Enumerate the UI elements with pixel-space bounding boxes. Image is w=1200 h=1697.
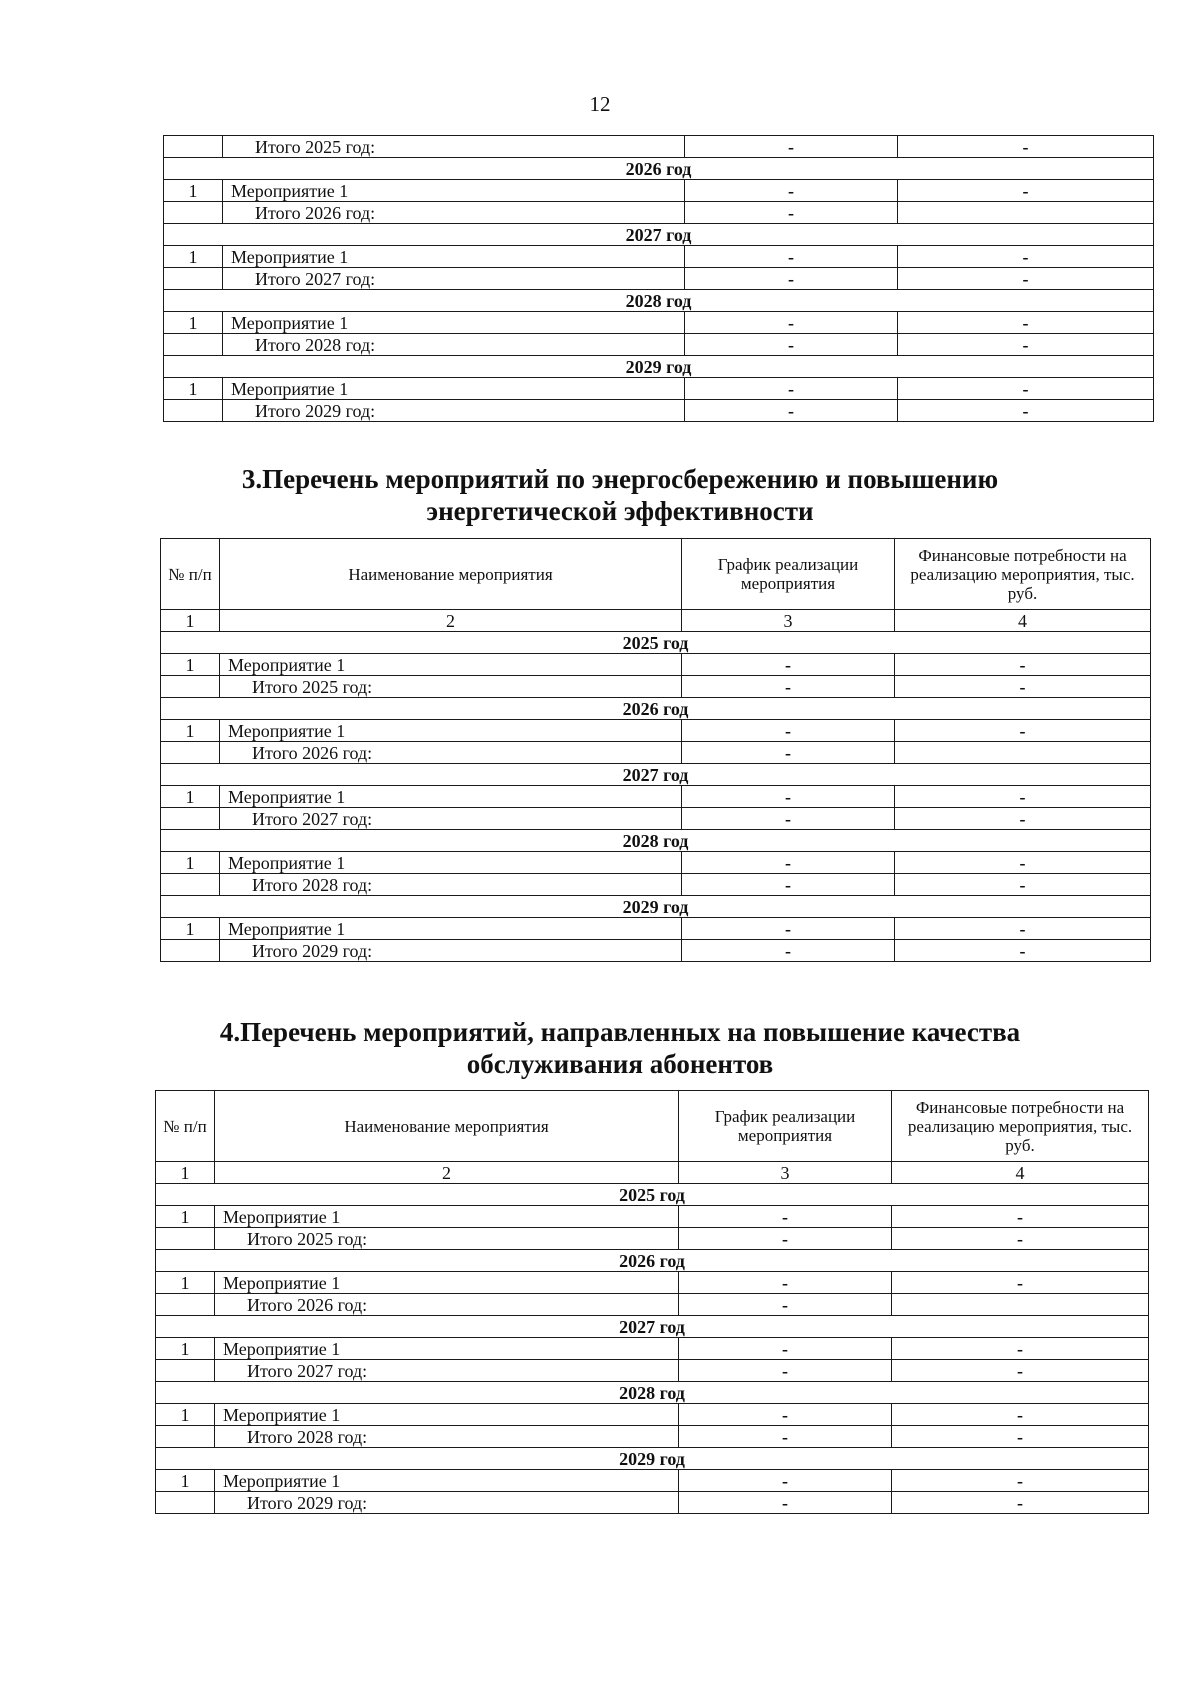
row-number: 1: [156, 1338, 215, 1360]
finance-value: -: [898, 180, 1154, 202]
section-3-title-line-1: 3.Перечень мероприятий по энергосбережению и повышению: [241, 464, 999, 494]
row-number: 1: [161, 786, 220, 808]
finance-value: -: [892, 1492, 1149, 1514]
total-row: [161, 808, 1151, 830]
schedule-value: -: [682, 654, 895, 676]
finance-value: -: [898, 136, 1154, 158]
row-number: 1: [156, 1272, 215, 1294]
table-top-continuation: [163, 135, 1154, 422]
year-label: 2025 год: [156, 1184, 1149, 1206]
header-name: Наименование мероприятия: [215, 1091, 679, 1162]
finance-value: -: [895, 874, 1151, 896]
schedule-value: -: [679, 1294, 892, 1316]
schedule-value: -: [679, 1404, 892, 1426]
table-row: [164, 246, 1154, 268]
year-label: 2026 год: [161, 698, 1151, 720]
finance-value: [892, 1294, 1149, 1316]
finance-value: -: [892, 1272, 1149, 1294]
table-row: [161, 654, 1151, 676]
row-number: 1: [156, 1404, 215, 1426]
finance-value: -: [892, 1426, 1149, 1448]
schedule-value: -: [685, 202, 898, 224]
total-row: [156, 1228, 1149, 1250]
schedule-value: -: [685, 136, 898, 158]
row-number: [164, 136, 223, 158]
column-number: 1: [161, 610, 220, 632]
row-number: [161, 874, 220, 896]
section-4-title-line-1: 4.Перечень мероприятий, направленных на повышение качества: [219, 1017, 1021, 1047]
finance-value: -: [895, 676, 1151, 698]
finance-value: -: [895, 808, 1151, 830]
schedule-value: -: [685, 268, 898, 290]
total-row: [161, 676, 1151, 698]
table-header-row: [156, 1091, 1149, 1162]
measure-name: Мероприятие 1: [215, 1338, 679, 1360]
finance-value: -: [892, 1338, 1149, 1360]
schedule-value: -: [682, 742, 895, 764]
row-number: 1: [156, 1470, 215, 1492]
schedule-value: -: [685, 312, 898, 334]
year-label: 2028 год: [161, 830, 1151, 852]
measure-name: Мероприятие 1: [223, 378, 685, 400]
column-number: 2: [220, 610, 682, 632]
table-row: [164, 180, 1154, 202]
row-number: [156, 1228, 215, 1250]
row-number: 1: [164, 378, 223, 400]
column-number: 4: [895, 610, 1151, 632]
year-label: 2028 год: [164, 290, 1154, 312]
finance-value: [895, 742, 1151, 764]
row-number: [156, 1360, 215, 1382]
header-schedule: График реализации мероприятия: [682, 539, 895, 610]
table-section-4: [155, 1090, 1149, 1514]
row-number: [164, 334, 223, 356]
year-header-row: [161, 632, 1151, 654]
table-row: [161, 786, 1151, 808]
header-finance: Финансовые потребности на реализацию мероприятия, тыс. руб.: [895, 539, 1151, 610]
header-num: № п/п: [156, 1091, 215, 1162]
year-header-row: [161, 764, 1151, 786]
row-number: [161, 940, 220, 962]
table-row: [161, 720, 1151, 742]
finance-value: -: [892, 1404, 1149, 1426]
measure-name: Мероприятие 1: [220, 918, 682, 940]
table-row: [156, 1338, 1149, 1360]
finance-value: -: [892, 1206, 1149, 1228]
measure-name: Мероприятие 1: [215, 1470, 679, 1492]
header-finance: Финансовые потребности на реализацию мероприятия, тыс. руб.: [892, 1091, 1149, 1162]
section-4-title: [150, 1016, 1090, 1080]
finance-value: -: [898, 378, 1154, 400]
schedule-value: -: [679, 1206, 892, 1228]
finance-value: -: [895, 940, 1151, 962]
schedule-value: -: [685, 334, 898, 356]
finance-value: -: [898, 246, 1154, 268]
schedule-value: -: [679, 1228, 892, 1250]
schedule-value: -: [682, 874, 895, 896]
year-header-row: [164, 290, 1154, 312]
measure-name: Мероприятие 1: [220, 852, 682, 874]
finance-value: -: [898, 312, 1154, 334]
total-label: Итого 2027 год:: [215, 1360, 679, 1382]
row-number: [164, 202, 223, 224]
year-header-row: [156, 1250, 1149, 1272]
total-row: [164, 334, 1154, 356]
year-header-row: [156, 1316, 1149, 1338]
year-header-row: [164, 158, 1154, 180]
schedule-value: -: [679, 1470, 892, 1492]
finance-value: -: [895, 786, 1151, 808]
header-name: Наименование мероприятия: [220, 539, 682, 610]
year-header-row: [161, 830, 1151, 852]
total-row: [164, 202, 1154, 224]
column-numbers-row: [156, 1162, 1149, 1184]
schedule-value: -: [685, 246, 898, 268]
finance-value: -: [895, 852, 1151, 874]
row-number: 1: [161, 918, 220, 940]
schedule-value: -: [679, 1272, 892, 1294]
measure-name: Мероприятие 1: [215, 1404, 679, 1426]
measure-name: Мероприятие 1: [215, 1206, 679, 1228]
total-label: Итого 2026 год:: [220, 742, 682, 764]
header-num: № п/п: [161, 539, 220, 610]
schedule-value: -: [682, 808, 895, 830]
total-label: Итого 2025 год:: [220, 676, 682, 698]
column-number: 4: [892, 1162, 1149, 1184]
row-number: 1: [161, 852, 220, 874]
schedule-value: -: [682, 676, 895, 698]
header-schedule: График реализации мероприятия: [679, 1091, 892, 1162]
finance-value: -: [892, 1228, 1149, 1250]
finance-value: -: [892, 1470, 1149, 1492]
year-label: 2029 год: [161, 896, 1151, 918]
schedule-value: -: [682, 852, 895, 874]
year-header-row: [156, 1448, 1149, 1470]
column-number: 3: [682, 610, 895, 632]
total-row: [156, 1492, 1149, 1514]
row-number: [164, 400, 223, 422]
finance-value: [898, 202, 1154, 224]
total-label: Итого 2026 год:: [223, 202, 685, 224]
total-label: Итого 2026 год:: [215, 1294, 679, 1316]
total-row: [156, 1426, 1149, 1448]
table-section-3: [160, 538, 1151, 962]
row-number: [156, 1492, 215, 1514]
year-label: 2027 год: [161, 764, 1151, 786]
table-row: [164, 312, 1154, 334]
row-number: [161, 742, 220, 764]
total-label: Итого 2025 год:: [223, 136, 685, 158]
schedule-value: -: [685, 378, 898, 400]
schedule-value: -: [685, 180, 898, 202]
row-number: [161, 676, 220, 698]
year-header-row: [156, 1184, 1149, 1206]
table-row: [156, 1206, 1149, 1228]
row-number: 1: [164, 180, 223, 202]
schedule-value: -: [682, 918, 895, 940]
table-row: [156, 1470, 1149, 1492]
finance-value: -: [898, 268, 1154, 290]
schedule-value: -: [682, 720, 895, 742]
table-row: [161, 852, 1151, 874]
schedule-value: -: [679, 1492, 892, 1514]
total-label: Итого 2029 год:: [215, 1492, 679, 1514]
measure-name: Мероприятие 1: [223, 312, 685, 334]
year-label: 2026 год: [156, 1250, 1149, 1272]
total-row: [164, 268, 1154, 290]
finance-value: -: [898, 334, 1154, 356]
table-row: [156, 1404, 1149, 1426]
year-header-row: [164, 356, 1154, 378]
year-label: 2029 год: [164, 356, 1154, 378]
table-header-row: [161, 539, 1151, 610]
measure-name: Мероприятие 1: [220, 786, 682, 808]
total-label: Итого 2027 год:: [223, 268, 685, 290]
schedule-value: -: [682, 940, 895, 962]
finance-value: -: [895, 720, 1151, 742]
row-number: 1: [164, 312, 223, 334]
row-number: [156, 1426, 215, 1448]
row-number: 1: [161, 720, 220, 742]
measure-name: Мероприятие 1: [223, 180, 685, 202]
total-row: [164, 136, 1154, 158]
total-label: Итого 2029 год:: [220, 940, 682, 962]
total-row: [161, 940, 1151, 962]
year-header-row: [161, 698, 1151, 720]
year-label: 2027 год: [156, 1316, 1149, 1338]
total-row: [161, 742, 1151, 764]
section-4-title-line-2: обслуживания абонентов: [466, 1049, 774, 1079]
total-label: Итого 2028 год:: [220, 874, 682, 896]
year-label: 2028 год: [156, 1382, 1149, 1404]
measure-name: Мероприятие 1: [223, 246, 685, 268]
row-number: [161, 808, 220, 830]
year-label: 2027 год: [164, 224, 1154, 246]
table-row: [161, 918, 1151, 940]
total-label: Итого 2028 год:: [215, 1426, 679, 1448]
schedule-value: -: [685, 400, 898, 422]
measure-name: Мероприятие 1: [220, 720, 682, 742]
row-number: [156, 1294, 215, 1316]
page-number: 12: [589, 92, 611, 116]
total-label: Итого 2028 год:: [223, 334, 685, 356]
total-label: Итого 2029 год:: [223, 400, 685, 422]
total-row: [161, 874, 1151, 896]
year-header-row: [164, 224, 1154, 246]
year-header-row: [156, 1382, 1149, 1404]
section-3-title-line-2: энергетической эффективности: [426, 496, 814, 526]
finance-value: -: [895, 918, 1151, 940]
year-label: 2025 год: [161, 632, 1151, 654]
row-number: 1: [156, 1206, 215, 1228]
total-row: [156, 1294, 1149, 1316]
column-number: 3: [679, 1162, 892, 1184]
row-number: 1: [164, 246, 223, 268]
section-3-title: [150, 463, 1090, 527]
schedule-value: -: [682, 786, 895, 808]
row-number: 1: [161, 654, 220, 676]
schedule-value: -: [679, 1360, 892, 1382]
year-label: 2029 год: [156, 1448, 1149, 1470]
schedule-value: -: [679, 1338, 892, 1360]
row-number: [164, 268, 223, 290]
total-label: Итого 2025 год:: [215, 1228, 679, 1250]
year-label: 2026 год: [164, 158, 1154, 180]
finance-value: -: [895, 654, 1151, 676]
total-row: [156, 1360, 1149, 1382]
table-row: [156, 1272, 1149, 1294]
total-row: [164, 400, 1154, 422]
finance-value: -: [898, 400, 1154, 422]
column-number: 2: [215, 1162, 679, 1184]
measure-name: Мероприятие 1: [220, 654, 682, 676]
table-row: [164, 378, 1154, 400]
column-number: 1: [156, 1162, 215, 1184]
measure-name: Мероприятие 1: [215, 1272, 679, 1294]
total-label: Итого 2027 год:: [220, 808, 682, 830]
finance-value: -: [892, 1360, 1149, 1382]
column-numbers-row: [161, 610, 1151, 632]
schedule-value: -: [679, 1426, 892, 1448]
year-header-row: [161, 896, 1151, 918]
